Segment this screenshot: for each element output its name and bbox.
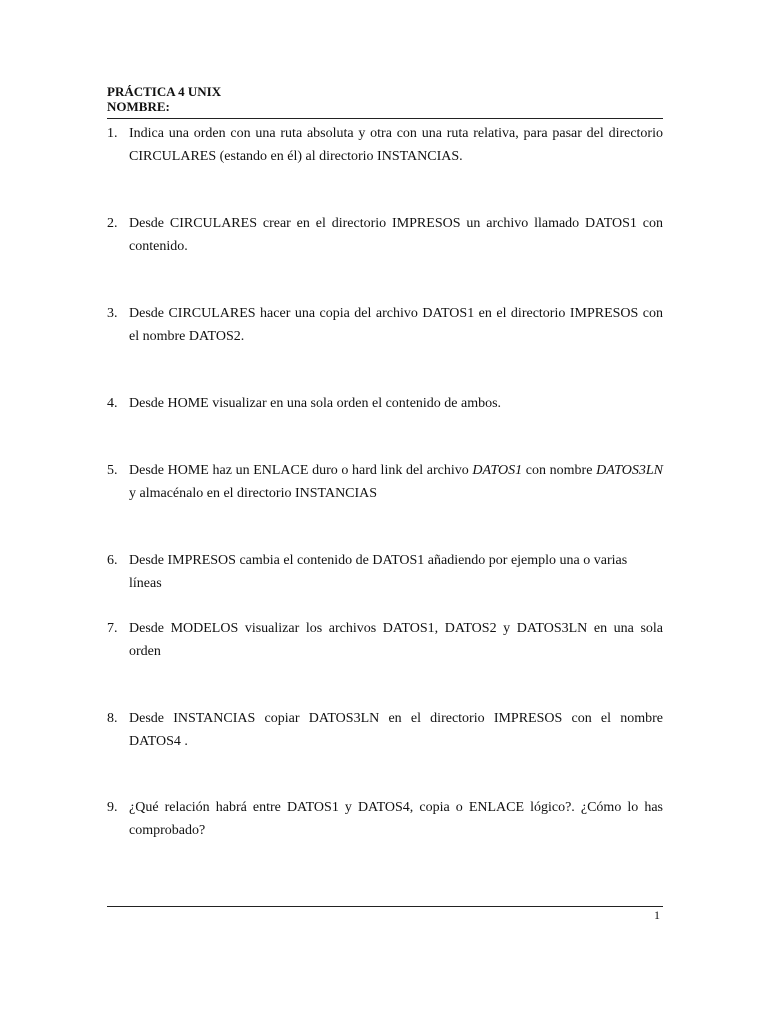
question-text: [129, 708, 663, 753]
question-text: [129, 393, 663, 416]
question-line: CIRCULARES (estando en él) al directorio INSTANCIAS.: [129, 148, 463, 164]
question-2: [107, 213, 663, 258]
question-number: 6.: [107, 553, 118, 568]
question-6: [107, 550, 663, 595]
question-text: [129, 460, 663, 505]
question-3: [107, 303, 663, 348]
question-text: [129, 123, 663, 168]
question-line: ¿Qué relación habrá entre DATOS1 y DATOS4, copia o ENLACE lógico?. ¿Cómo lo has: [129, 800, 663, 815]
question-number: 7.: [107, 621, 118, 636]
question-line: Desde MODELOS visualizar los archivos DATOS1, DATOS2 y DATOS3LN en una sola: [129, 621, 663, 636]
question-line: Desde CIRCULARES crear en el directorio IMPRESOS un archivo llamado DATOS1 con: [129, 216, 663, 231]
question-text: [129, 213, 663, 258]
document-header: [107, 84, 663, 114]
page-number: 1: [654, 908, 660, 922]
question-number: 2.: [107, 216, 118, 231]
question-line: DATOS4 .: [129, 733, 188, 749]
question-4: [107, 393, 663, 416]
question-number: 1.: [107, 126, 118, 141]
question-number: 9.: [107, 800, 118, 815]
document-title: PRÁCTICA 4 UNIX: [107, 84, 222, 99]
question-number: 5.: [107, 463, 118, 478]
question-text-segment: con nombre: [522, 463, 597, 478]
question-line: orden: [129, 643, 161, 659]
question-7: [107, 618, 663, 663]
question-number: 4.: [107, 396, 118, 411]
question-number: 8.: [107, 711, 118, 726]
question-text: [129, 303, 663, 348]
name-label: NOMBRE:: [107, 99, 170, 114]
question-line: Desde HOME visualizar en una sola orden el contenido de ambos.: [129, 396, 502, 411]
question-line: [129, 460, 663, 483]
question-line: el nombre DATOS2.: [129, 328, 245, 344]
question-line: Desde INSTANCIAS copiar DATOS3LN en el directorio IMPRESOS con el nombre: [129, 711, 663, 726]
question-line: contenido.: [129, 238, 188, 254]
question-line: Desde CIRCULARES hacer una copia del archivo DATOS1 en el directorio IMPRESOS con: [129, 306, 663, 321]
footer-divider: [107, 906, 663, 907]
question-text-segment: Desde HOME haz un ENLACE duro o hard link del archivo: [129, 463, 473, 478]
question-text: [129, 618, 663, 663]
question-text: [129, 550, 663, 595]
question-line: comprobado?: [129, 822, 206, 838]
question-line: y almacénalo en el directorio INSTANCIAS: [129, 485, 378, 501]
question-number: 3.: [107, 306, 118, 321]
question-text: [129, 797, 663, 842]
file-name-datos1: DATOS1: [472, 463, 523, 478]
header-divider: [107, 118, 663, 119]
question-1: [107, 123, 663, 168]
question-8: [107, 708, 663, 753]
question-line: Desde IMPRESOS cambia el contenido de DATOS1 añadiendo por ejemplo una o varias líneas: [129, 553, 628, 591]
question-line: Indica una orden con una ruta absoluta y otra con una ruta relativa, para pasar del directorio: [129, 126, 663, 141]
file-name-datos3ln: DATOS3LN: [596, 463, 663, 478]
question-9: [107, 797, 663, 842]
question-5: [107, 460, 663, 505]
